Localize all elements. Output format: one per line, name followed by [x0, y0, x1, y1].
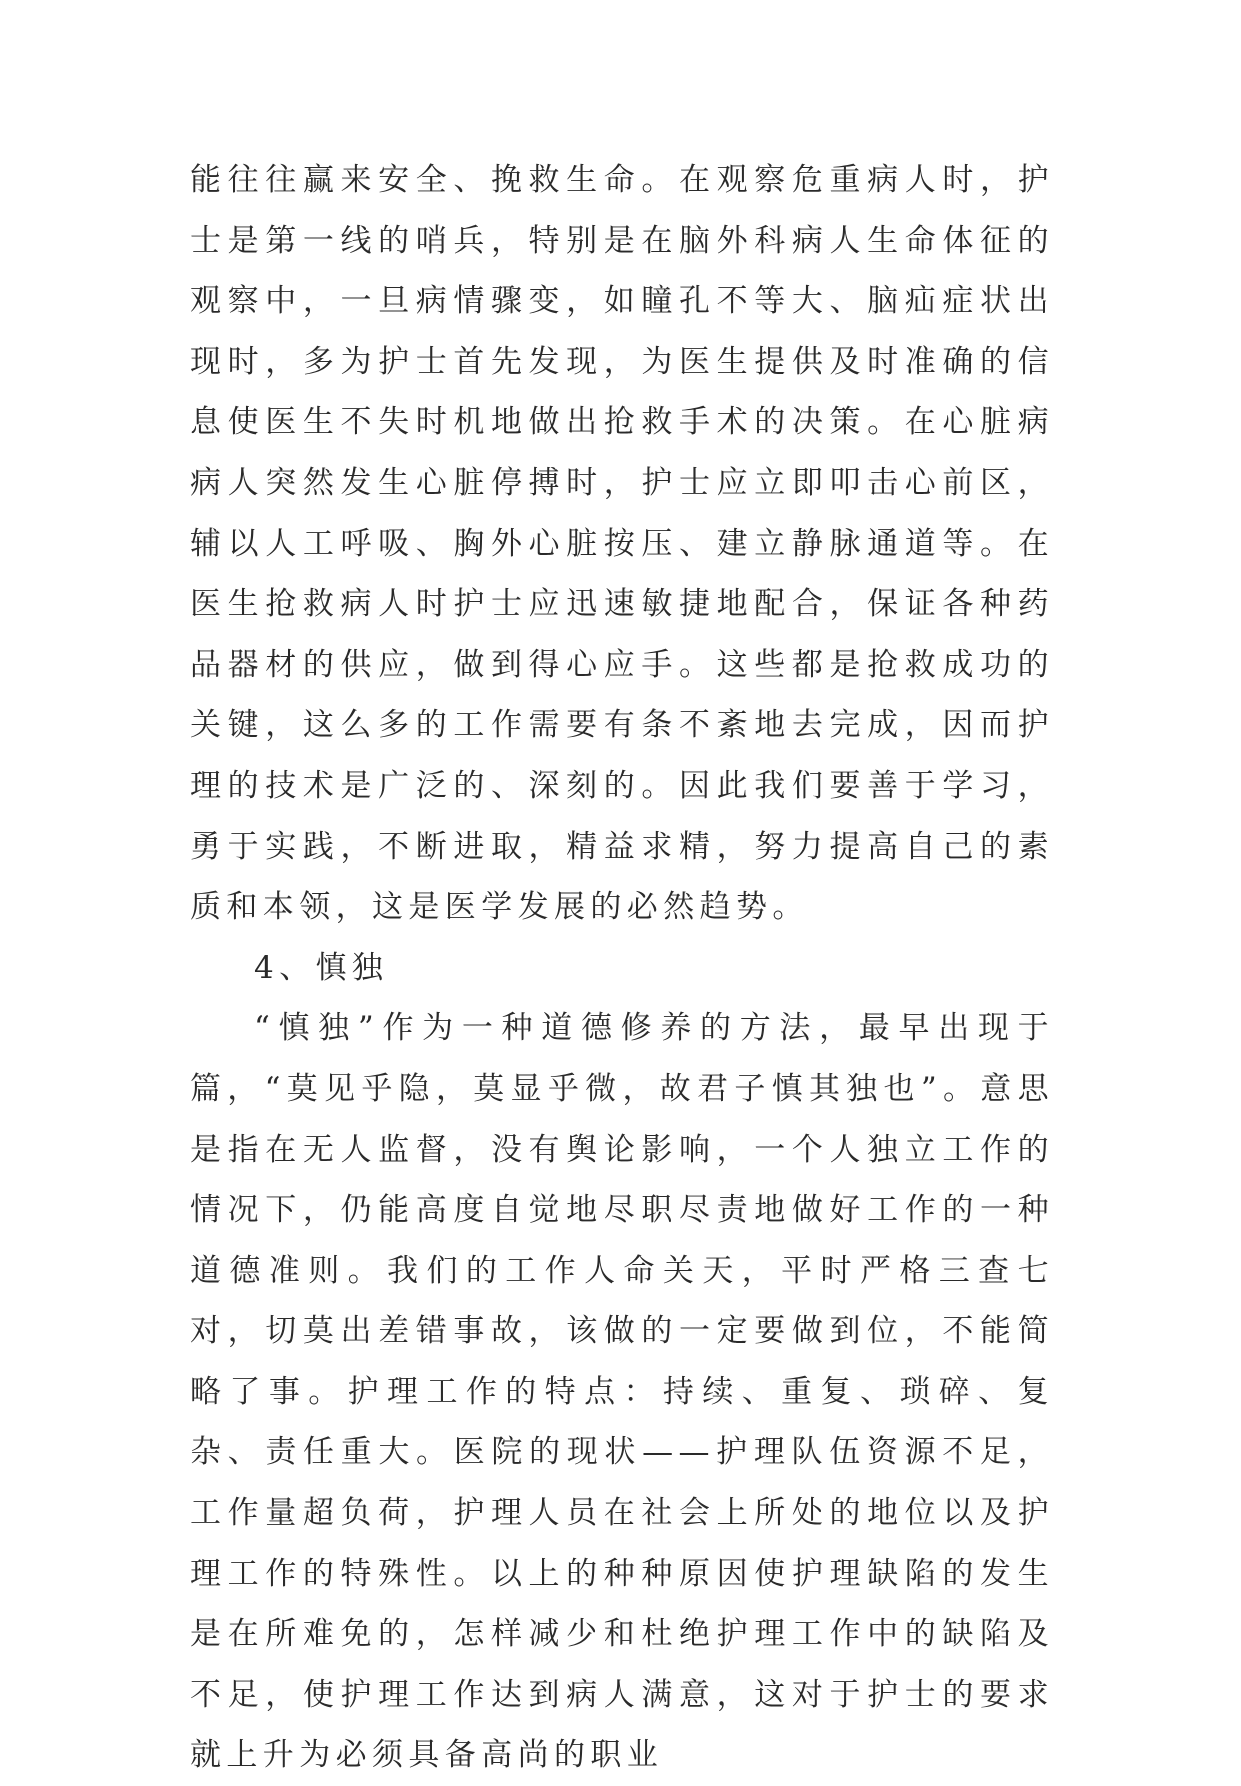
section-heading: 4、慎独 [254, 949, 389, 986]
document-page [190, 150, 1054, 1786]
body-paragraph: “慎独”作为一种道德修养的方法，最早出现于篇，“莫见乎隐，莫显乎微，故君子慎其独也”。意思是指在无人监督，没有舆论影响，一个人独立工作的情况下，仍能高度自觉地尽职尽责地做好工作的一种道德准则。我们的工作人命关天，平时严格三查七对，切莫出差错事故，该做的一定要做到位，不能简略了事。护理工作的特点：持续、重复、琐碎、复杂、责任重大。医院的现状——护理队伍资源不足，工作量超负荷，护理人员在社会上所处的地位以及护理工作的特殊性。以上的种种原因使护理缺陷的发生是在所难免的，怎样减少和杜绝护理工作中的缺陷及不足，使护理工作达到病人满意，这对于护士的要求就上升为必须具备高尚的职业 [190, 1010, 1054, 1774]
body-paragraph: 能往往赢来安全、挽救生命。在观察危重病人时，护士是第一线的哨兵，特别是在脑外科病人生命体征的观察中，一旦病情骤变，如瞳孔不等大、脑疝症状出现时，多为护士首先发现，为医生提供及时准确的信息使医生不失时机地做出抢救手术的决策。在心脏病病人突然发生心脏停搏时，护士应立即叩击心前区，辅以人工呼吸、胸外心脏按压、建立静脉通道等。在医生抢救病人时护士应迅速敏捷地配合，保证各种药品器材的供应，做到得心应手。这些都是抢救成功的关键，这么多的工作需要有条不紊地去完成，因而护理的技术是广泛的、深刻的。因此我们要善于学习，勇于实践，不断进取，精益求精，努力提高自己的素质和本领，这是医学发展的必然趋势。 [190, 162, 1054, 926]
